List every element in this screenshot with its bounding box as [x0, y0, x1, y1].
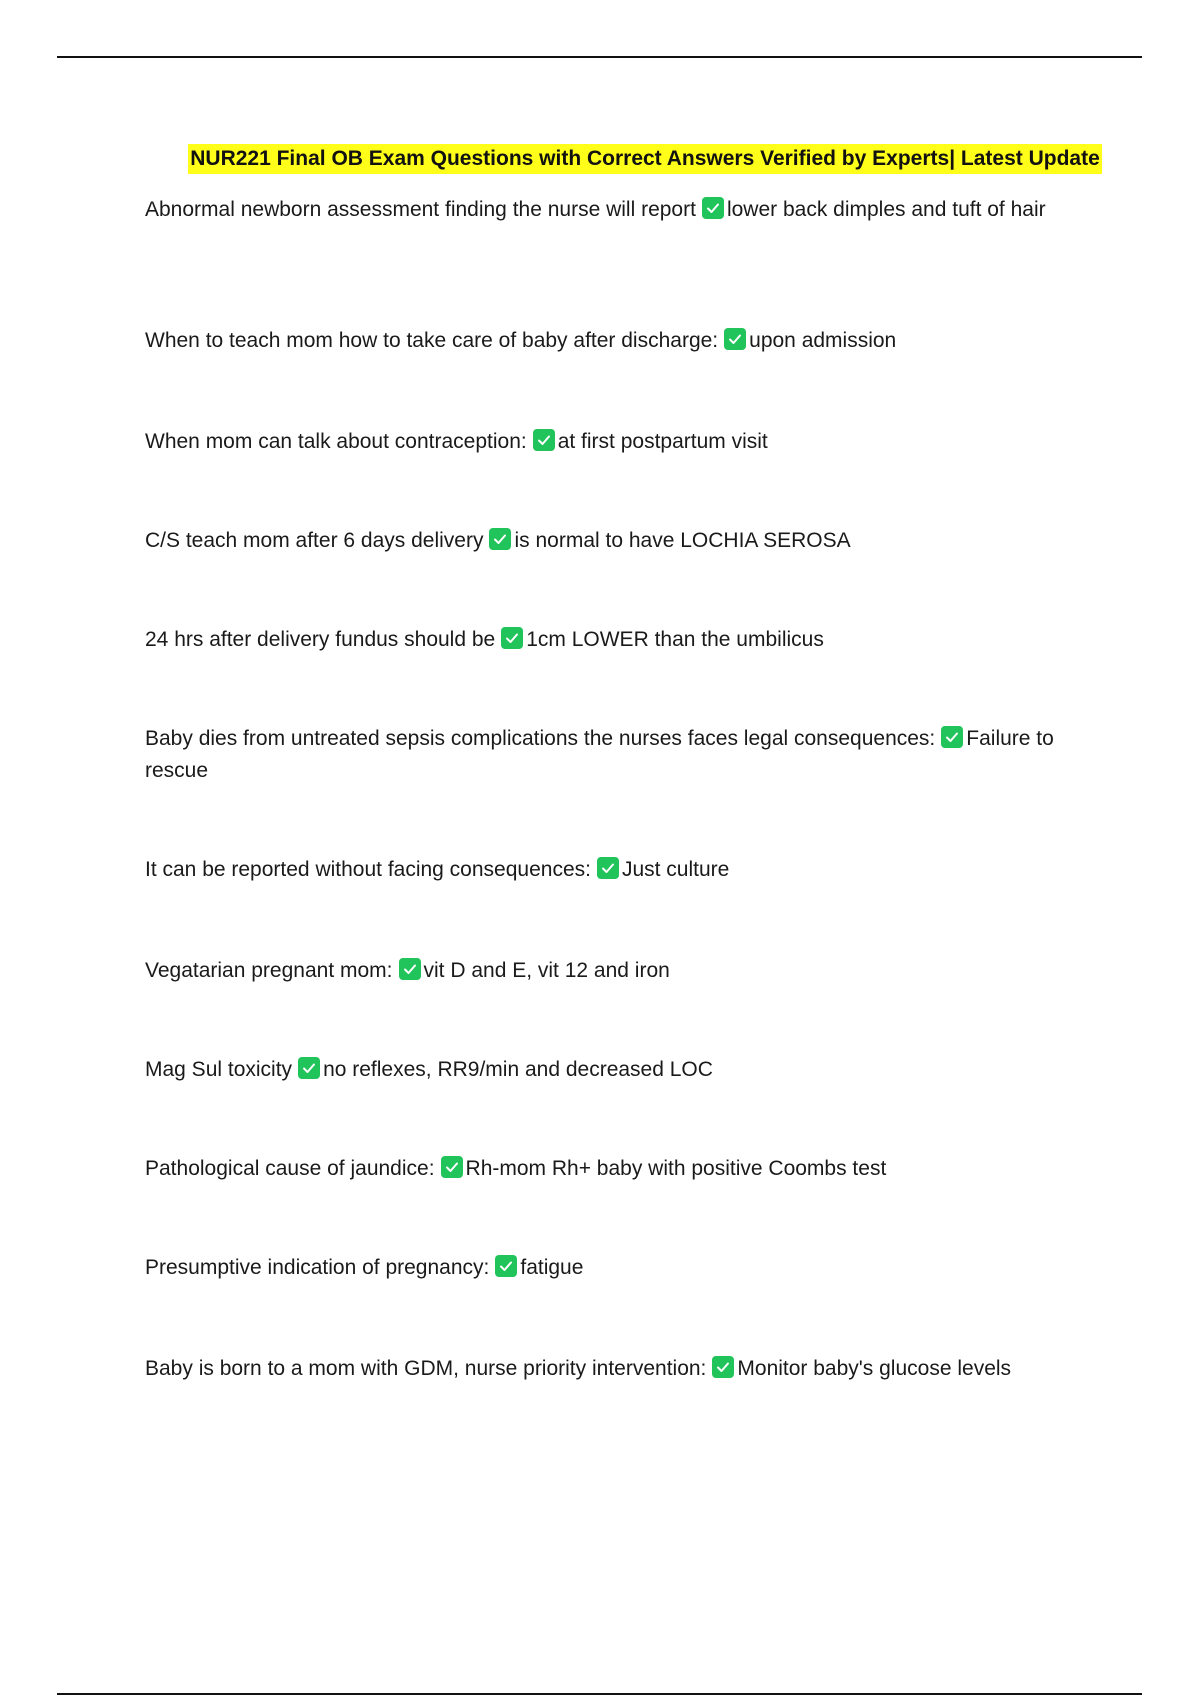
qa-item-10 — [145, 1153, 1080, 1185]
title-container — [0, 144, 1200, 174]
green-checkmark-icon — [702, 197, 724, 219]
green-checkmark-icon — [441, 1156, 463, 1178]
qa-item-4 — [145, 525, 1080, 557]
answer-text: fatigue — [520, 1256, 584, 1279]
qa-item-5 — [145, 624, 1080, 656]
qa-item-8 — [145, 955, 1080, 987]
green-checkmark-icon — [597, 857, 619, 879]
qa-item-1 — [145, 194, 1080, 226]
question-text: Vegatarian pregnant mom: — [145, 959, 393, 982]
question-text: It can be reported without facing consequences: — [145, 858, 591, 881]
question-text: Baby is born to a mom with GDM, nurse priority intervention: — [145, 1357, 707, 1380]
green-checkmark-icon — [533, 429, 555, 451]
question-text: 24 hrs after delivery fundus should be — [145, 628, 496, 651]
answer-text: Rh-mom Rh+ baby with positive Coombs test — [465, 1157, 887, 1180]
answer-text: lower back dimples and tuft of hair — [726, 198, 1046, 221]
green-checkmark-icon — [501, 627, 523, 649]
top-rule — [57, 56, 1142, 58]
qa-item-2 — [145, 325, 1080, 357]
question-text: Abnormal newborn assessment finding the nurse will report — [145, 198, 696, 221]
question-text: When to teach mom how to take care of baby after discharge: — [145, 329, 719, 352]
green-checkmark-icon — [399, 958, 421, 980]
qa-item-6 — [145, 723, 1080, 787]
qa-item-11 — [145, 1252, 1080, 1284]
document-title: NUR221 Final OB Exam Questions with Correct Answers Verified by Experts| Latest Update — [188, 144, 1102, 174]
answer-text: at first postpartum visit — [557, 430, 768, 453]
answer-text: Monitor baby's glucose levels — [737, 1357, 1012, 1380]
answer-text: Just culture — [621, 858, 730, 881]
qa-item-7 — [145, 854, 1080, 886]
green-checkmark-icon — [941, 726, 963, 748]
answer-text: no reflexes, RR9/min and decreased LOC — [323, 1058, 713, 1081]
answer-text: vit D and E, vit 12 and iron — [423, 959, 670, 982]
answer-text: upon admission — [749, 329, 897, 352]
question-text: C/S teach mom after 6 days delivery — [145, 529, 484, 552]
qa-item-9 — [145, 1054, 1080, 1086]
qa-item-12 — [145, 1353, 1080, 1385]
green-checkmark-icon — [489, 528, 511, 550]
answer-text: Failure to rescue — [145, 727, 1054, 782]
question-text: When mom can talk about contraception: — [145, 430, 527, 453]
question-text: Mag Sul toxicity — [145, 1058, 293, 1081]
question-text: Pathological cause of jaundice: — [145, 1157, 435, 1180]
qa-item-3 — [145, 426, 1080, 458]
question-text: Presumptive indication of pregnancy: — [145, 1256, 490, 1279]
green-checkmark-icon — [724, 328, 746, 350]
answer-text: 1cm LOWER than the umbilicus — [526, 628, 824, 651]
bottom-rule — [57, 1693, 1142, 1695]
green-checkmark-icon — [712, 1356, 734, 1378]
answer-text: is normal to have LOCHIA SEROSA — [514, 529, 851, 552]
green-checkmark-icon — [495, 1255, 517, 1277]
question-text: Baby dies from untreated sepsis complications the nurses faces legal consequences: — [145, 727, 936, 750]
green-checkmark-icon — [298, 1057, 320, 1079]
